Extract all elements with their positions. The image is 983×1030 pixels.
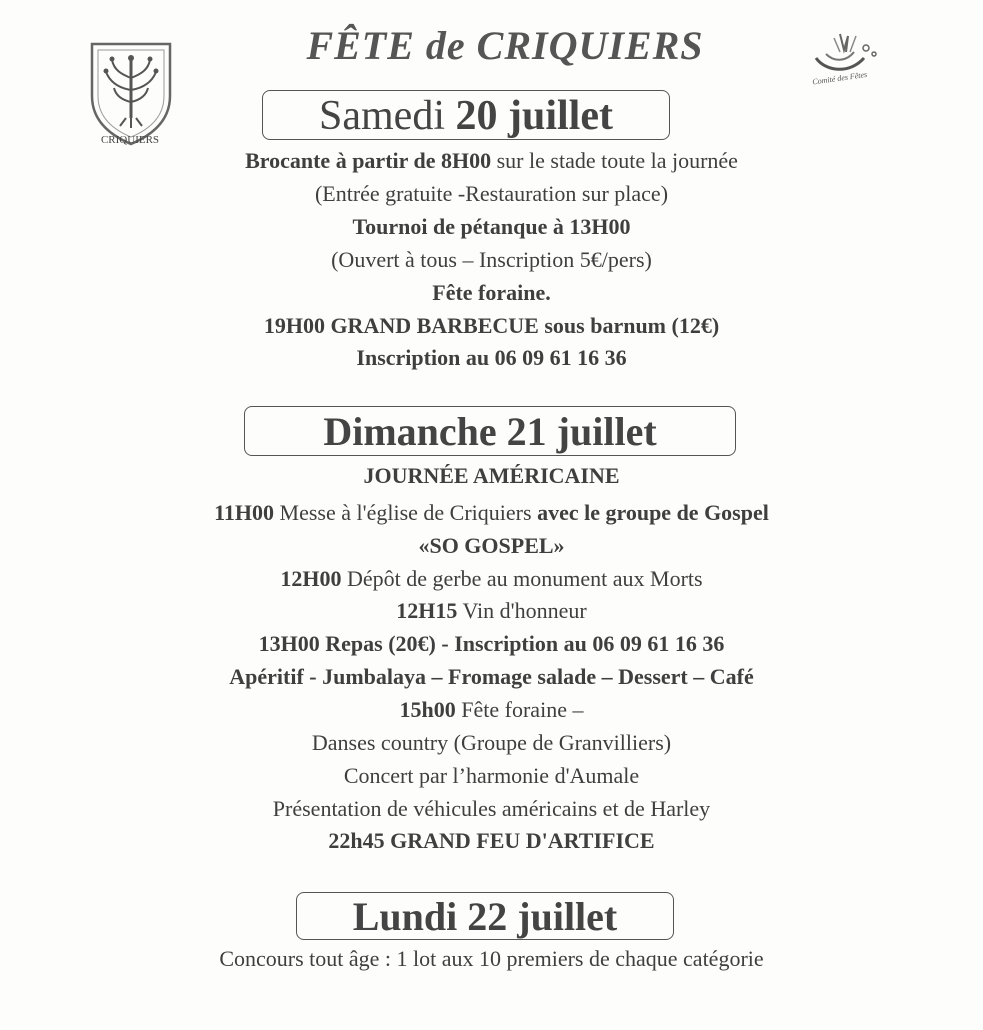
saturday-day-date: 20 juillet	[455, 93, 613, 139]
saturday-line	[0, 214, 983, 240]
sunday-line	[0, 730, 983, 756]
sunday-line-text: Danses country (Groupe de Granvilliers)	[311, 730, 672, 755]
saturday-line-text: (Entrée gratuite -Restauration sur place)	[314, 181, 669, 206]
sunday-line-text: Présentation de véhicules américains et de Harley	[272, 796, 711, 821]
sunday-line-bold: 13H00 Repas (20€) - Inscription au 06 09 61 16 36	[258, 631, 725, 656]
saturday-line-bold: Brocante à partir de 8H00	[245, 148, 492, 173]
sunday-line-text: Vin d'honneur	[457, 598, 587, 623]
sunday-line	[0, 463, 983, 489]
sunday-line	[0, 500, 983, 526]
saturday-day-box	[262, 90, 670, 140]
saturday-line	[0, 247, 983, 273]
saturday-day-word: Samedi	[319, 93, 445, 139]
sunday-line-bold: 22h45 GRAND FEU D'ARTIFICE	[328, 828, 655, 853]
saturday-line-text: (Ouvert à tous – Inscription 5€/pers)	[331, 247, 652, 272]
sunday-line-text: Concert par l’harmonie d'Aumale	[343, 763, 640, 788]
sunday-line-bold: JOURNÉE AMÉRICAINE	[363, 463, 620, 488]
saturday-line-bold: Tournoi de pétanque à 13H00	[352, 214, 631, 239]
sunday-line-bold: 15h00	[399, 697, 456, 722]
sunday-day-title: Dimanche 21 juillet	[323, 409, 657, 454]
saturday-line	[0, 280, 983, 306]
monday-line-text: Concours tout âge : 1 lot aux 10 premiers de chaque catégorie	[219, 946, 764, 971]
sunday-line	[0, 828, 983, 854]
saturday-line-text: sur le stade toute la journée	[491, 148, 738, 173]
sunday-line	[0, 566, 983, 592]
saturday-line-bold: Fête foraine.	[432, 280, 551, 305]
saturday-line	[0, 313, 983, 339]
sunday-line-bold: 12H00	[280, 566, 342, 591]
comite-logo-text: Comité des Fêtes	[811, 69, 868, 87]
sunday-line	[0, 631, 983, 657]
sunday-line	[0, 664, 983, 690]
monday-line	[0, 946, 983, 972]
saturday-line	[0, 148, 983, 174]
saturday-line	[0, 181, 983, 207]
saturday-line-bold: 19H00 GRAND BARBECUE sous barnum (12€)	[263, 313, 720, 338]
sunday-line-text: Dépôt de gerbe au monument aux Morts	[341, 566, 703, 591]
sunday-line-text: Fête foraine –	[455, 697, 584, 722]
sunday-line-bold: Apéritif - Jumbalaya – Fromage salade – Dessert – Café	[229, 664, 754, 689]
sunday-line-text: Messe à l'église de Criquiers	[274, 500, 538, 525]
sunday-line	[0, 796, 983, 822]
sunday-line	[0, 533, 983, 559]
sunday-line	[0, 697, 983, 723]
sunday-line-bold: «SO GOSPEL»	[418, 533, 565, 558]
saturday-line-bold: Inscription au 06 09 61 16 36	[356, 345, 627, 370]
monday-day-box	[296, 892, 674, 940]
sunday-line-bold: avec le groupe de Gospel	[537, 500, 769, 525]
sunday-line	[0, 598, 983, 624]
monday-day-title: Lundi 22 juillet	[352, 894, 618, 939]
crest-label: CRIQUIERS	[100, 134, 160, 146]
sunday-line-bold: 11H00	[214, 500, 275, 525]
sunday-line	[0, 763, 983, 789]
saturday-line	[0, 345, 983, 371]
sunday-day-box	[244, 406, 736, 456]
page-title: FÊTE de CRIQUIERS	[306, 23, 704, 68]
sunday-line-bold: 12H15	[396, 598, 458, 623]
